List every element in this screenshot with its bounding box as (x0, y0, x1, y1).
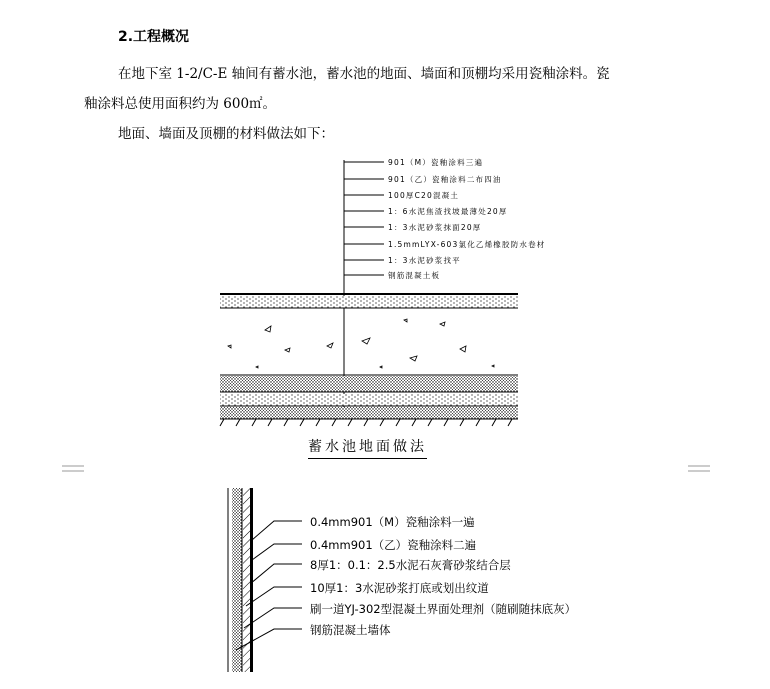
wall-layer-label: 0.4mm901（M）瓷釉涂料一遍 (310, 515, 475, 529)
floor-layer-label: 钢筋混凝土板 (388, 271, 441, 280)
section-heading: 2.工程概况 (118, 29, 190, 45)
wall-layer-label: 0.4mm901（乙）瓷釉涂料二遍 (310, 538, 477, 552)
floor-layer-label: 1：3水泥砂浆抹面20厚 (388, 223, 482, 232)
floor-layer-label: 1：3水泥砂浆找平 (388, 256, 461, 265)
wall-layer-label: 钢筋混凝土墙体 (310, 623, 391, 637)
floor-section-diagram (220, 160, 518, 426)
wall-layer-label: 8厚1：0.1：2.5水泥石灰膏砂浆结合层 (310, 558, 511, 572)
floor-layer-label: 901（乙）瓷釉涂料二布四油 (388, 175, 502, 184)
floor-layer-label: 1：6水泥焦渣找坡最薄处20厚 (388, 207, 508, 216)
floor-layer-label: 1.5mmLYX-603氯化乙烯橡胶防水卷材 (388, 240, 546, 249)
paragraph-line: 釉涂料总使用面积约为 600㎡。 (84, 96, 277, 112)
wall-section-diagram (228, 488, 302, 672)
floor-layer-label: 100厚C20混凝土 (388, 191, 460, 200)
wall-layer-label: 10厚1：3水泥砂浆打底或划出纹道 (310, 581, 489, 595)
floor-layer-label: 901（M）瓷釉涂料三遍 (388, 158, 484, 167)
wall-layer-label: 刷一道YJ-302型混凝土界面处理剂（随刷随抹底灰） (310, 602, 577, 616)
paragraph-line: 在地下室 1-2/C-E 轴间有蓄水池，蓄水池的地面、墙面和顶棚均采用瓷釉涂料。瓷 (118, 66, 610, 82)
floor-diagram-caption: 蓄水池地面做法 (308, 436, 427, 459)
paragraph-intro: 地面、墙面及顶棚的材料做法如下： (118, 126, 334, 142)
page-break-marks (62, 466, 710, 471)
